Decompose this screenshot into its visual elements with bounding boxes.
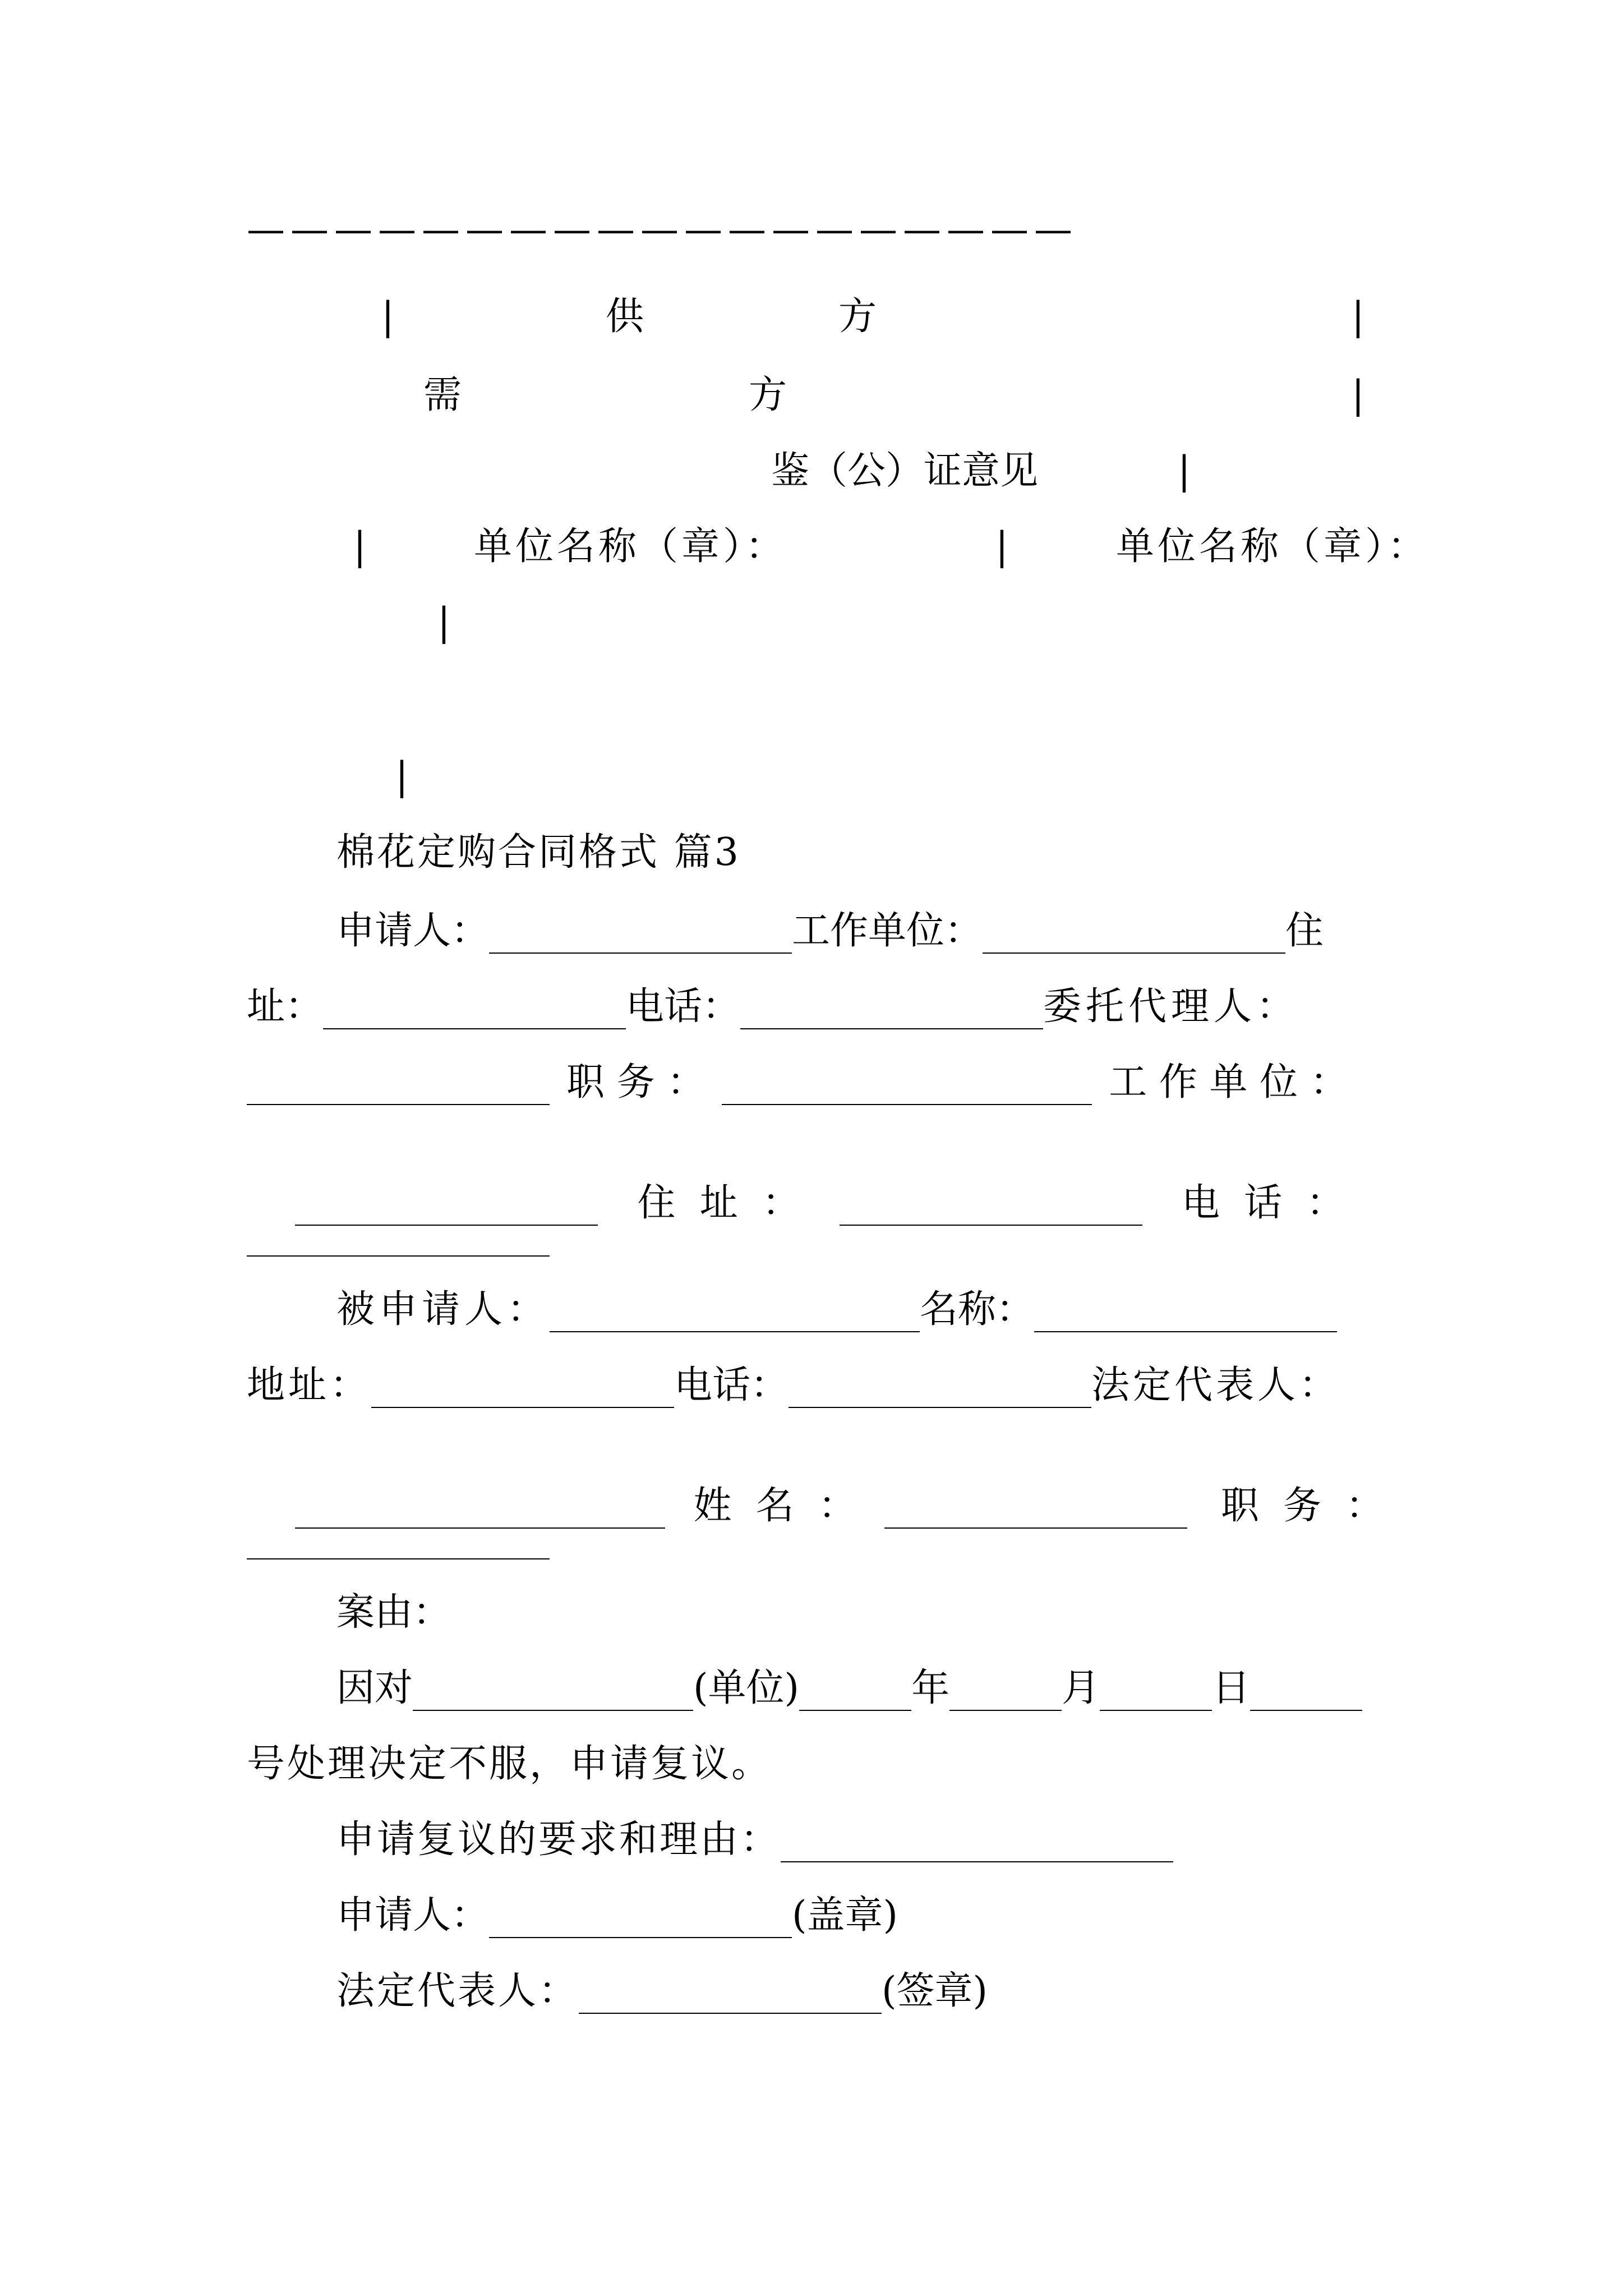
case-line-1 <box>336 1666 1362 1711</box>
position-label: 职 务 ： <box>1220 1484 1384 1528</box>
address-blank[interactable] <box>371 1372 674 1408</box>
agent-blank[interactable] <box>247 1069 550 1105</box>
notary-opinion: 鉴（公）证意见 <box>771 449 1039 493</box>
legal-rep-label: 法定代表人： <box>1091 1363 1341 1407</box>
table-border: | <box>995 524 1008 569</box>
unit-name-supplier: 单位名称（章）： <box>474 524 787 569</box>
applicant-sign-label: 申请人： <box>336 1893 490 1938</box>
respondent-line-1 <box>336 1287 1337 1332</box>
section-title: 棉花定购合同格式 篇3 <box>336 830 741 875</box>
address-label: 地址： <box>247 1363 372 1407</box>
applicant-line-3 <box>247 1060 1348 1105</box>
phone-label: 电话： <box>674 1363 789 1407</box>
supplier-label-2: 方 <box>838 295 877 339</box>
table-border: | <box>1178 449 1191 493</box>
number-blank[interactable] <box>1250 1675 1362 1711</box>
applicant-line-1 <box>336 909 1324 954</box>
cause-label: 案由： <box>336 1590 451 1635</box>
position-label: 职 务 ： <box>566 1060 706 1105</box>
agent-label: 委托代理人： <box>1043 984 1299 1029</box>
legal-rep-sign-label: 法定代表人： <box>336 1969 579 2013</box>
table-border: | <box>381 295 394 339</box>
request-label: 申请复议的要求和理由： <box>336 1818 781 1862</box>
table-border: | <box>353 524 366 569</box>
respondent-blank[interactable] <box>550 1296 920 1332</box>
supplier-label: 供 <box>606 295 644 339</box>
name-label: 名称： <box>920 1287 1035 1332</box>
respondent-label: 被申请人： <box>336 1287 550 1332</box>
legal-rep-sign-blank[interactable] <box>579 1978 882 2014</box>
day-label: 日 <box>1212 1666 1251 1710</box>
dash-line: ——————————————————— <box>247 208 1078 252</box>
month-blank[interactable] <box>949 1675 1062 1711</box>
legal-rep-sign-line <box>336 1969 988 2014</box>
applicant-sign-blank[interactable] <box>489 1902 792 1938</box>
line1-prefix: 因对 <box>336 1666 413 1710</box>
phone-blank[interactable] <box>740 993 1043 1029</box>
buyer-label-2: 方 <box>749 373 787 417</box>
person-name-label: 姓 名 ： <box>693 1484 856 1528</box>
year-label: 年 <box>911 1666 950 1710</box>
unit-name-buyer: 单位名称（章）： <box>1116 524 1430 569</box>
day-blank[interactable] <box>1100 1675 1212 1711</box>
month-label: 月 <box>1062 1666 1100 1710</box>
request-blank[interactable] <box>781 1826 1173 1862</box>
agent-address-label: 住 址 ： <box>637 1181 800 1225</box>
request-line <box>336 1818 1173 1862</box>
seal-label: (盖章) <box>792 1893 898 1938</box>
position-blank[interactable] <box>722 1069 1092 1105</box>
position-blank[interactable] <box>247 1524 550 1559</box>
address-suffix: 址： <box>247 984 324 1029</box>
table-border: | <box>395 754 408 799</box>
case-line-2: 号处理决定不服，申请复议。 <box>247 1742 772 1786</box>
work-unit-label: 工作单位： <box>792 909 983 953</box>
agent-work-unit-label: 工 作 单 位 ： <box>1109 1060 1348 1105</box>
table-border: | <box>1352 373 1364 417</box>
buyer-label: 需 <box>423 373 462 417</box>
applicant-label: 申请人： <box>336 909 490 953</box>
table-border: | <box>437 600 450 645</box>
name-blank[interactable] <box>1034 1296 1337 1332</box>
work-unit-blank[interactable] <box>983 918 1285 954</box>
applicant-sign-line <box>336 1893 898 1938</box>
person-name-blank[interactable] <box>884 1493 1187 1529</box>
agent-phone-blank[interactable] <box>247 1221 550 1257</box>
applicant-line-5 <box>247 1212 550 1257</box>
line1-unit: (单位) <box>693 1666 800 1710</box>
address-blank[interactable] <box>323 993 626 1029</box>
year-blank[interactable] <box>799 1675 911 1711</box>
applicant-blank[interactable] <box>489 918 792 954</box>
phone-label: 电话： <box>626 984 741 1029</box>
table-border: | <box>1352 295 1364 339</box>
agent-phone-label: 电 话 ： <box>1181 1181 1345 1225</box>
phone-blank[interactable] <box>789 1372 1091 1408</box>
respondent-line-2 <box>247 1363 1340 1408</box>
unit-blank[interactable] <box>413 1675 693 1711</box>
agent-address-blank[interactable] <box>840 1190 1142 1226</box>
respondent-line-4 <box>247 1515 550 1559</box>
address-prefix: 住 <box>1285 909 1324 953</box>
sign-label: (签章) <box>882 1969 988 2013</box>
applicant-line-2 <box>247 984 1299 1029</box>
